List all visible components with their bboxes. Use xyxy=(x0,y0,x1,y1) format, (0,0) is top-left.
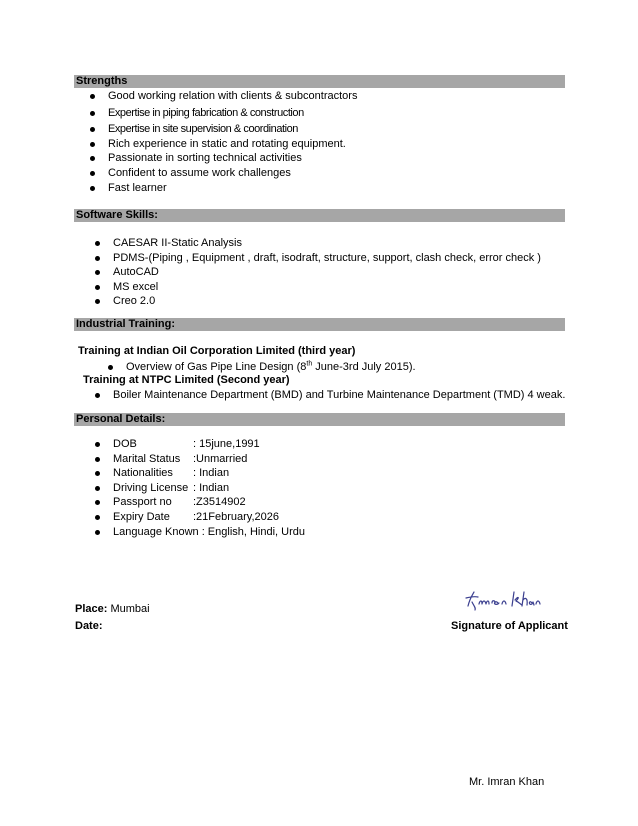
list-item: Expiry Date :21February,2026 xyxy=(95,510,305,525)
signature-label: Signature of Applicant xyxy=(451,620,568,632)
bullet-icon xyxy=(90,127,95,132)
list-item: Passionate in sorting technical activities xyxy=(90,151,357,166)
list-item: Fast learner xyxy=(90,181,357,196)
list-item: MS excel xyxy=(95,280,541,295)
list-item: Marital Status :Unmarried xyxy=(95,452,305,467)
personal-heading: Personal Details: xyxy=(74,413,565,426)
applicant-name: Mr. Imran Khan xyxy=(469,776,545,788)
place-label: Place: xyxy=(75,603,108,615)
bullet-icon xyxy=(95,270,100,275)
training-heading: Industrial Training: xyxy=(74,318,565,331)
bullet-icon xyxy=(95,500,100,505)
personal-list xyxy=(95,437,305,539)
bullet-icon xyxy=(95,530,100,535)
bullet-icon xyxy=(95,442,100,447)
software-list xyxy=(95,236,541,309)
bullet-icon xyxy=(90,171,95,176)
date-label: Date: xyxy=(75,620,103,632)
place-line xyxy=(75,603,150,615)
iocl-training-title: Training at Indian Oil Corporation Limited (third year) xyxy=(78,345,356,357)
bullet-icon xyxy=(90,186,95,191)
bullet-icon xyxy=(108,365,113,370)
bullet-icon xyxy=(95,457,100,462)
bullet-icon xyxy=(90,111,95,116)
handwritten-signature xyxy=(462,586,542,614)
list-item: Good working relation with clients & subcontractors xyxy=(90,89,357,104)
list-item: Rich experience in static and rotating equipment. xyxy=(90,137,357,152)
iocl-training-list xyxy=(108,360,416,375)
bullet-icon xyxy=(90,142,95,147)
list-item: Language Known : English, Hindi, Urdu xyxy=(95,525,305,540)
bullet-icon xyxy=(95,299,100,304)
list-item: PDMS-(Piping , Equipment , draft, isodraft, structure, support, clash check, error check ) xyxy=(95,251,541,266)
list-item: Expertise in piping fabrication & construction xyxy=(90,106,357,121)
list-item: Creo 2.0 xyxy=(95,294,541,309)
list-item: CAESAR II-Static Analysis xyxy=(95,236,541,251)
place-value: Mumbai xyxy=(107,603,150,615)
bullet-icon xyxy=(95,256,100,261)
list-item: Nationalities : Indian xyxy=(95,466,305,481)
bullet-icon xyxy=(95,471,100,476)
list-item: Overview of Gas Pipe Line Design (8th June-3rd July 2015). xyxy=(108,360,416,375)
bullet-icon xyxy=(90,156,95,161)
list-item: Expertise in site supervision & coordination xyxy=(90,122,357,137)
bullet-icon xyxy=(95,285,100,290)
list-item: Driving License : Indian xyxy=(95,481,305,496)
list-item: Passport no :Z3514902 xyxy=(95,495,305,510)
ntpc-training-title: Training at NTPC Limited (Second year) xyxy=(83,374,290,386)
bullet-icon xyxy=(95,486,100,491)
strengths-heading: Strengths xyxy=(74,75,565,88)
list-item: Boiler Maintenance Department (BMD) and Turbine Maintenance Department (TMD) 4 weak. xyxy=(95,388,565,403)
bullet-icon xyxy=(95,241,100,246)
list-item: Confident to assume work challenges xyxy=(90,166,357,181)
list-item: DOB : 15june,1991 xyxy=(95,437,305,452)
list-item: AutoCAD xyxy=(95,265,541,280)
bullet-icon xyxy=(95,393,100,398)
bullet-icon xyxy=(95,515,100,520)
bullet-icon xyxy=(90,94,95,99)
ntpc-training-list xyxy=(95,388,565,403)
strengths-list xyxy=(90,89,357,195)
software-heading: Software Skills: xyxy=(74,209,565,222)
